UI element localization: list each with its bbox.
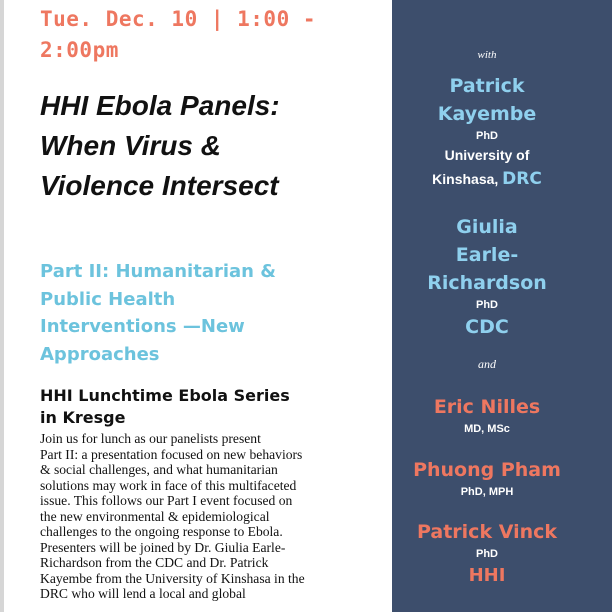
speaker-patrick-vinck [392,518,582,590]
speaker-eric-nilles [392,393,582,437]
description-line: issue. This follows our Part I event focused on [40,493,293,508]
speaker-name-line: Earle- [455,244,519,266]
title-line-1: HHI Ebola Panels: [40,90,280,121]
speaker-giulia-earle-richardson [392,213,582,341]
speaker-institution: CDC [465,316,509,338]
speaker-degree: MD, MSc [464,423,510,435]
description-line: DRC who will lend a local and global [40,586,246,601]
series-line-2: in Kresge [40,408,126,427]
description-line: Join us for lunch as our panelists present [40,431,261,446]
series-heading [40,385,380,429]
event-subtitle [40,258,380,368]
speaker-degree: PhD [476,130,498,142]
speaker-degree: PhD [476,299,498,311]
affiliation-country: DRC [502,169,542,189]
description-line: solutions may work in face of this multifaceted [40,477,297,493]
speaker-name-line: Kayembe [437,103,537,125]
subtitle-line-4: Approaches [40,343,160,365]
speaker-degree: PhD, MPH [460,486,514,498]
speaker-institution: HHI [468,565,506,586]
title-line-2: When Virus & [40,130,221,161]
speaker-patrick-kayembe [392,72,582,192]
description-line: Kayembe from the University of Kinshasa in the [40,570,305,586]
affiliation-city: Kinshasa, [432,171,503,187]
event-description [40,431,380,602]
speaker-degree: PhD [476,548,498,560]
description-line: the new environmental & epidemiological [40,508,270,524]
speaker-name: Eric Nilles [433,396,541,418]
speaker-name-line: Giulia [456,216,518,238]
series-line-1: HHI Lunchtime Ebola Series [40,386,290,405]
description-line: Part II: a presentation focused on new behaviors [40,446,303,462]
speaker-affiliation-line: University of [444,147,530,163]
page-edge [0,0,4,612]
subtitle-line-2: Public Health [40,288,176,310]
description-line: challenges to the ongoing response to Ebola. [40,524,283,539]
speaker-name-line: Patrick [449,75,525,97]
description-line: & social challenges, and what humanitarian [40,462,278,477]
event-date [40,4,380,66]
description-line: Richardson from the CDC and Dr. Patrick [40,555,269,570]
speaker-name: Phuong Pham [413,459,561,481]
date-line-1: Tue. Dec. 10 | 1:00 - 2:00pm [40,7,317,62]
subtitle-line-1: Part II: Humanitarian & [40,261,276,282]
speaker-name-line: Richardson [427,272,547,294]
subtitle-line-3: Interventions —New [40,316,245,337]
title-line-3: Violence Intersect [40,170,279,201]
speakers-panel [392,0,612,612]
with-label: with [477,49,497,61]
and-label: and [478,357,496,371]
speaker-affiliation-line [392,166,582,192]
description-line: Presenters will be joined by Dr. Giulia Earle- [40,539,286,555]
speaker-name: Patrick Vinck [416,521,558,543]
speaker-phuong-pham [392,456,582,500]
event-title [40,86,380,206]
